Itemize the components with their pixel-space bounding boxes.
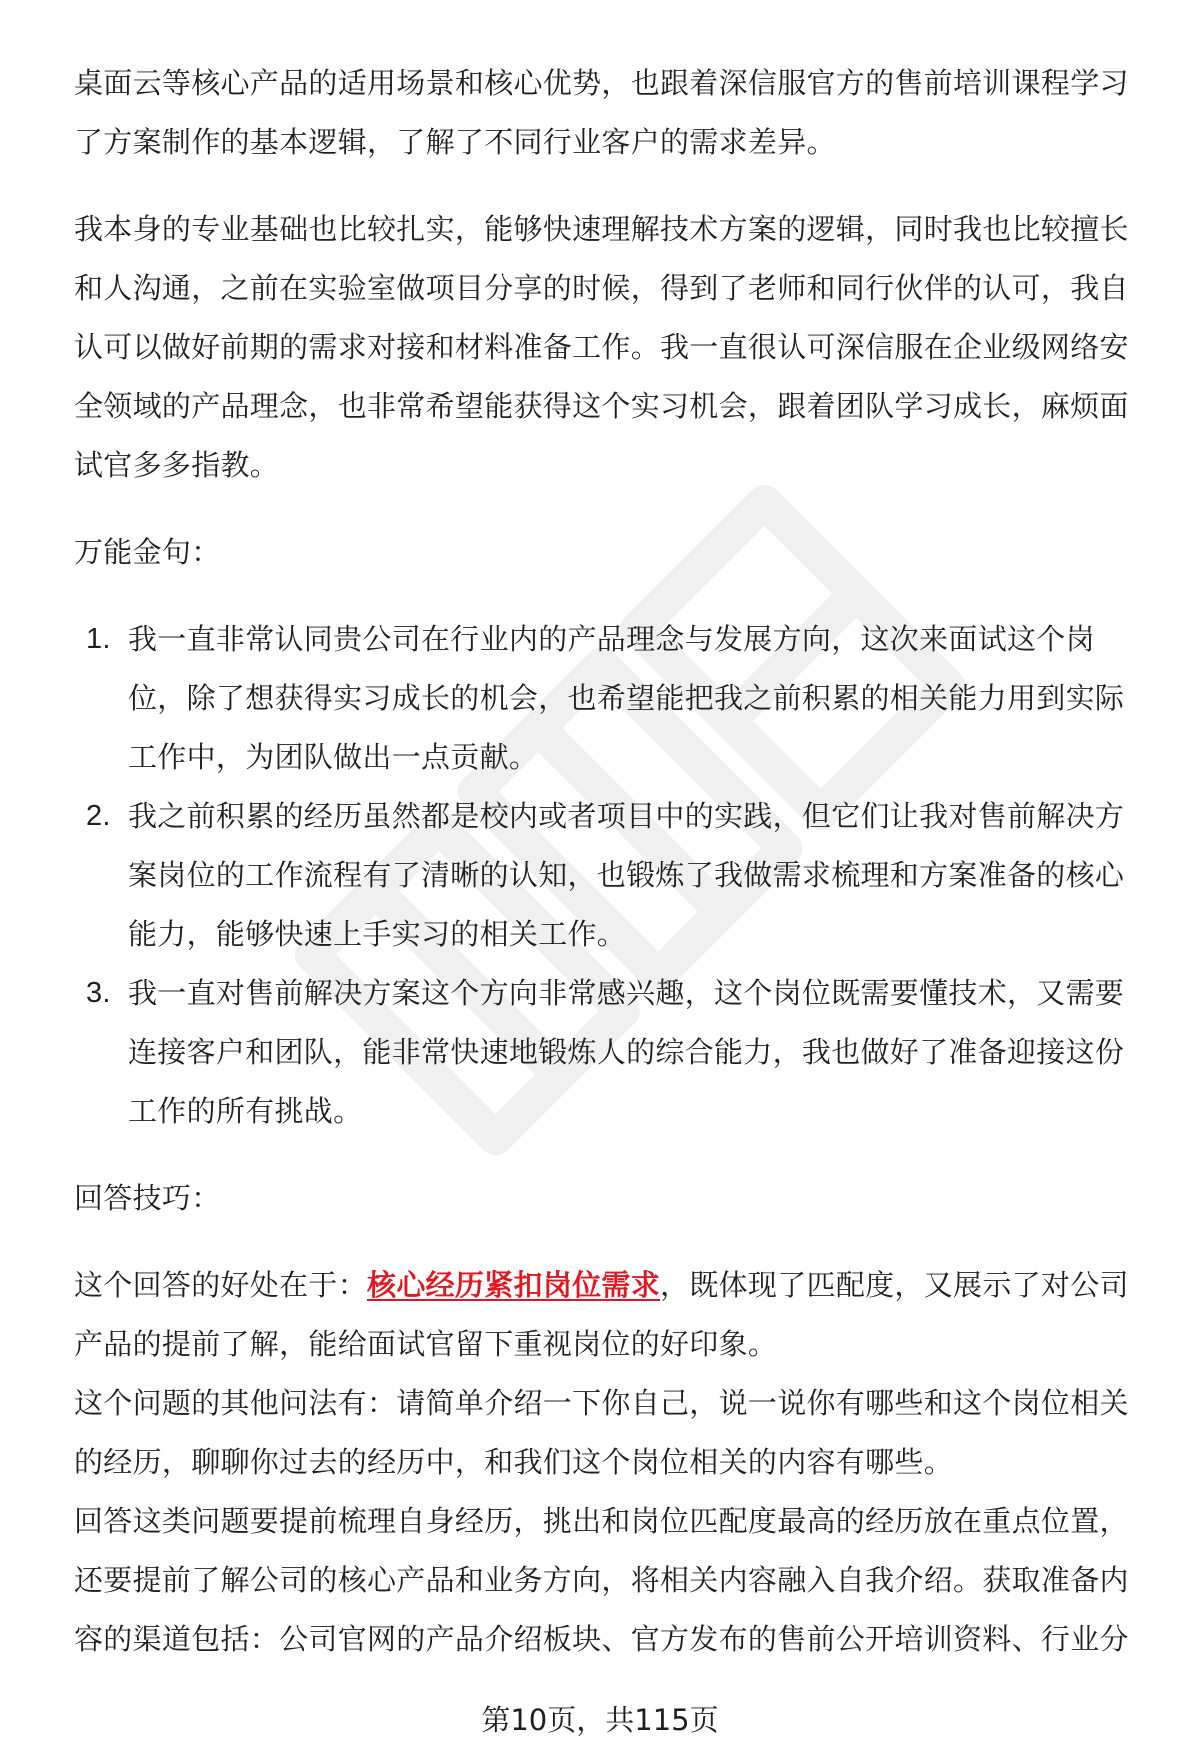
list-item (74, 964, 1140, 1141)
document-body (74, 54, 1140, 1669)
highlight-text: 核心经历紧扣岗位需求 (367, 1268, 661, 1302)
text-line: 容的渠道包括：公司官网的产品介绍板块、官方发布的售前公开培训资料、行业分 (74, 1622, 1129, 1656)
tips-paragraph-1 (74, 1256, 1140, 1374)
golden-list (74, 610, 1140, 1141)
text-line: 桌面云等核心产品的适用场景和核心优势，也跟着深信服官方的售前培训课程学习 (74, 66, 1129, 100)
text-line: 试官多多指教。 (74, 448, 280, 482)
text-segment: ，既体现了匹配度，又展示了对公司 (660, 1268, 1129, 1302)
text-line: 这个问题的其他问法有：请简单介绍一下你自己，说一说你有哪些和这个岗位相关 (74, 1386, 1129, 1420)
text-segment: 这个回答的好处在于： (74, 1268, 368, 1302)
page-number: 第10页，共115页 (481, 1703, 719, 1737)
text-line: 还要提前了解公司的核心产品和业务方向，将相关内容融入自我介绍。获取准备内 (74, 1563, 1129, 1597)
list-number: 2. (86, 800, 111, 832)
text-line: 我一直非常认同贵公司在行业内的产品理念与发展方向，这次来面试这个岗 (128, 622, 1095, 656)
text-line: 回答这类问题要提前梳理自身经历，挑出和岗位匹配度最高的经历放在重点位置， (74, 1504, 1129, 1538)
text-line: 全领域的产品理念，也非常希望能获得这个实习机会，跟着团队学习成长，麻烦面 (74, 389, 1129, 423)
text-line: 我之前积累的经历虽然都是校内或者项目中的实践，但它们让我对售前解决方 (128, 799, 1125, 833)
text-line: 位，除了想获得实习成长的机会，也希望能把我之前积累的相关能力用到实际 (128, 681, 1125, 715)
tips-heading: 回答技巧： (74, 1181, 221, 1215)
text-line: 案岗位的工作流程有了清晰的认知，也锻炼了我做需求梳理和方案准备的核心 (128, 858, 1125, 892)
text-line: 工作中，为团队做出一点贡献。 (128, 740, 539, 774)
text-line: 我一直对售前解决方案这个方向非常感兴趣，这个岗位既需要懂技术，又需要 (128, 976, 1125, 1010)
text-line: 和人沟通，之前在实验室做项目分享的时候，得到了老师和同行伙伴的认可，我自 (74, 271, 1129, 305)
tips-paragraph-2 (74, 1374, 1140, 1492)
tips-paragraph-3 (74, 1492, 1140, 1669)
text-line: 能力，能够快速上手实习的相关工作。 (128, 917, 627, 951)
text-line: 工作的所有挑战。 (128, 1094, 363, 1128)
golden-heading: 万能金句： (74, 535, 221, 569)
list-item (74, 787, 1140, 964)
text-line: 连接客户和团队，能非常快速地锻炼人的综合能力，我也做好了准备迎接这份 (128, 1035, 1125, 1069)
list-number: 3. (86, 977, 111, 1009)
text-line: 我本身的专业基础也比较扎实，能够快速理解技术方案的逻辑，同时我也比较擅长 (74, 212, 1129, 246)
intro-paragraph-2 (74, 200, 1140, 495)
intro-paragraph-1 (74, 54, 1140, 172)
text-line: 认可以做好前期的需求对接和材料准备工作。我一直很认可深信服在企业级网络安 (74, 330, 1129, 364)
text-line: 了方案制作的基本逻辑，了解了不同行业客户的需求差异。 (74, 125, 836, 159)
list-item (74, 610, 1140, 787)
text-line: 产品的提前了解，能给面试官留下重视岗位的好印象。 (74, 1327, 778, 1361)
list-number: 1. (86, 623, 111, 655)
text-line: 的经历，聊聊你过去的经历中，和我们这个岗位相关的内容有哪些。 (74, 1445, 954, 1479)
